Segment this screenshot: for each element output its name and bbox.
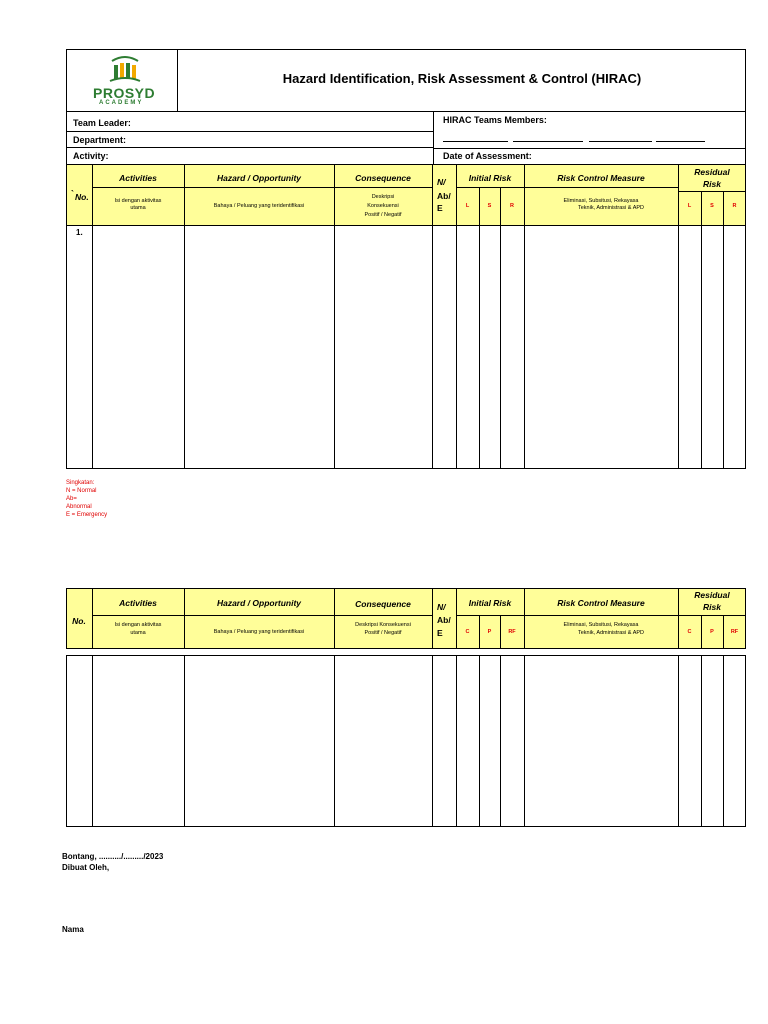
t2-b-col-div (479, 655, 480, 827)
t1-header-residual-1: Residual (694, 167, 730, 177)
t1-col-div (184, 165, 185, 469)
department-label: Department: (73, 135, 127, 145)
legend-line-2: Ab= (66, 496, 77, 502)
logo-subtext: ACADEMY (99, 100, 144, 106)
logo-text: PROSYD (93, 85, 156, 101)
table2-subheader-line (92, 615, 432, 616)
t1-sub-activities-2: utama (130, 205, 146, 211)
t1-col-div (432, 165, 433, 469)
page-title: Hazard Identification, Risk Assessment & Control (HIRAC) (282, 71, 642, 86)
table1-body (66, 225, 746, 469)
t1-col-div (701, 191, 702, 469)
t2-b-col-div (500, 655, 501, 827)
member-blank-2[interactable] (513, 141, 583, 142)
prosyd-logo (90, 55, 160, 107)
t1-sub-risk-control-1: Eliminasi, Subsitusi, Rekayasa (563, 198, 639, 204)
info-line-1 (66, 131, 433, 132)
t2-sub-activities-2: utama (130, 630, 146, 636)
t2-ir-c: C (465, 629, 470, 635)
t1-no-mark: ` (71, 189, 74, 199)
t2-b-col-div (678, 655, 679, 827)
legend-line-1: N = Normal (66, 488, 97, 494)
t1-ir-s: S (487, 203, 492, 209)
t1-ir-r: R (510, 203, 514, 209)
t2-rr-rf: RF (730, 629, 739, 635)
info-divider (433, 112, 434, 165)
t2-header-initial-risk: Initial Risk (468, 598, 512, 608)
t1-sub-consequence-1: Deskripsi (371, 194, 395, 200)
t1-col-div (334, 165, 335, 469)
team-leader-label: Team Leader: (73, 118, 131, 128)
t1-col-div (500, 187, 501, 469)
table2-subheader-line-rc (524, 615, 678, 616)
made-by-label: Dibuat Oleh, (62, 863, 110, 872)
t1-col-div (456, 165, 457, 469)
legend-line-3: Abnormal (66, 504, 92, 510)
member-blank-3[interactable] (589, 141, 652, 142)
t2-sub-consequence-2: Positif / Negatif (364, 630, 402, 636)
table1-subheader-line (92, 187, 432, 188)
t1-header-risk-control: Risk Control Measure (557, 173, 645, 183)
t1-rr-s: S (710, 203, 714, 209)
member-blank-1[interactable] (443, 141, 508, 142)
t2-header-nabe-1: N/ (437, 602, 446, 612)
t2-b-col-div (432, 655, 433, 827)
legend-title: Singkatan: (66, 480, 95, 486)
table1-subheader-line-rr (678, 191, 746, 192)
t1-sub-consequence-2: Konsekuensi (367, 203, 399, 209)
t1-rr-r: R (732, 203, 737, 209)
t2-b-col-div (334, 655, 335, 827)
t1-sub-activities-1: Isi dengan aktivitas (114, 198, 162, 204)
t2-header-nabe-3: E (437, 628, 443, 638)
t1-sub-hazard: Bahaya / Peluang yang teridentifikasi (213, 203, 305, 209)
t2-header-risk-control: Risk Control Measure (557, 598, 645, 608)
t1-row-no: 1. (76, 228, 83, 237)
table1-subheader-line-ir (456, 187, 524, 188)
academy-emblem-icon (90, 55, 160, 87)
member-blank-4[interactable] (656, 141, 705, 142)
table2-subheader-line-ir (456, 615, 524, 616)
team-members-label: HIRAC Teams Members: (443, 115, 547, 125)
t2-b-col-div (456, 655, 457, 827)
t2-sub-risk-control-1: Eliminasi, Subsitusi, Rekayasa (563, 622, 639, 628)
t2-b-col-div (92, 655, 93, 827)
t2-header-activities: Activities (119, 598, 157, 608)
t1-sub-risk-control-2: Teknik, Administrasi & APD (577, 205, 645, 211)
t2-sub-risk-control-2: Teknik, Administrasi & APD (577, 630, 645, 636)
t2-b-col-div (723, 655, 724, 827)
info-frame (66, 112, 746, 165)
t2-header-residual-1: Residual (694, 590, 730, 600)
t1-header-no: No. (75, 192, 89, 202)
t1-col-div (723, 191, 724, 469)
table2-body (66, 655, 746, 827)
t2-sub-consequence-1: Deskripsi Konsekuensi (355, 622, 411, 628)
t2-h-col-div (334, 588, 335, 649)
legend-line-4: E = Emergency (66, 512, 108, 518)
t2-header-nabe-2: Ab/ (437, 615, 451, 625)
t2-rr-p: P (710, 629, 714, 635)
t1-header-activities: Activities (119, 173, 157, 183)
t1-rr-l: L (687, 203, 692, 209)
t2-b-col-div (524, 655, 525, 827)
t2-rr-c: C (687, 629, 692, 635)
t1-ir-l: L (465, 203, 470, 209)
t2-ir-p: P (487, 629, 492, 635)
t2-header-consequence: Consequence (355, 599, 411, 609)
info-line-2 (66, 147, 433, 148)
t1-header-consequence: Consequence (355, 173, 411, 183)
info-line-3 (433, 148, 746, 149)
t1-col-div (479, 187, 480, 469)
t2-header-residual-2: Risk (703, 602, 721, 612)
t2-b-col-div (184, 655, 185, 827)
activity-label: Activity: (73, 151, 109, 161)
t1-header-residual-2: Risk (703, 179, 721, 189)
t2-sub-activities-1: Isi dengan aktivitas (114, 622, 162, 628)
t1-col-div (524, 165, 525, 469)
table2-subheader-line-rr (678, 615, 746, 616)
t2-header-hazard: Hazard / Opportunity (216, 598, 302, 608)
t2-ir-rf: RF (508, 629, 516, 635)
place-date: Bontang, ........../........./2023 (62, 852, 164, 861)
t1-header-hazard: Hazard / Opportunity (216, 173, 302, 183)
t2-b-col-div (701, 655, 702, 827)
date-label: Date of Assessment: (443, 151, 532, 161)
t2-header-no: No. (72, 616, 86, 626)
t1-header-nabe-1: N/ (437, 177, 446, 187)
t1-header-nabe-3: E (437, 203, 443, 213)
t1-header-nabe-2: Ab/ (437, 191, 451, 201)
t1-sub-consequence-3: Positif / Negatif (364, 212, 402, 218)
table1-subheader-line-rc (524, 187, 678, 188)
t2-sub-hazard: Bahaya / Peluang yang teridentifikasi (213, 629, 305, 635)
t2-h-col-div (432, 588, 433, 649)
name-label: Nama (62, 925, 84, 934)
t1-header-initial-risk: Initial Risk (468, 173, 512, 183)
